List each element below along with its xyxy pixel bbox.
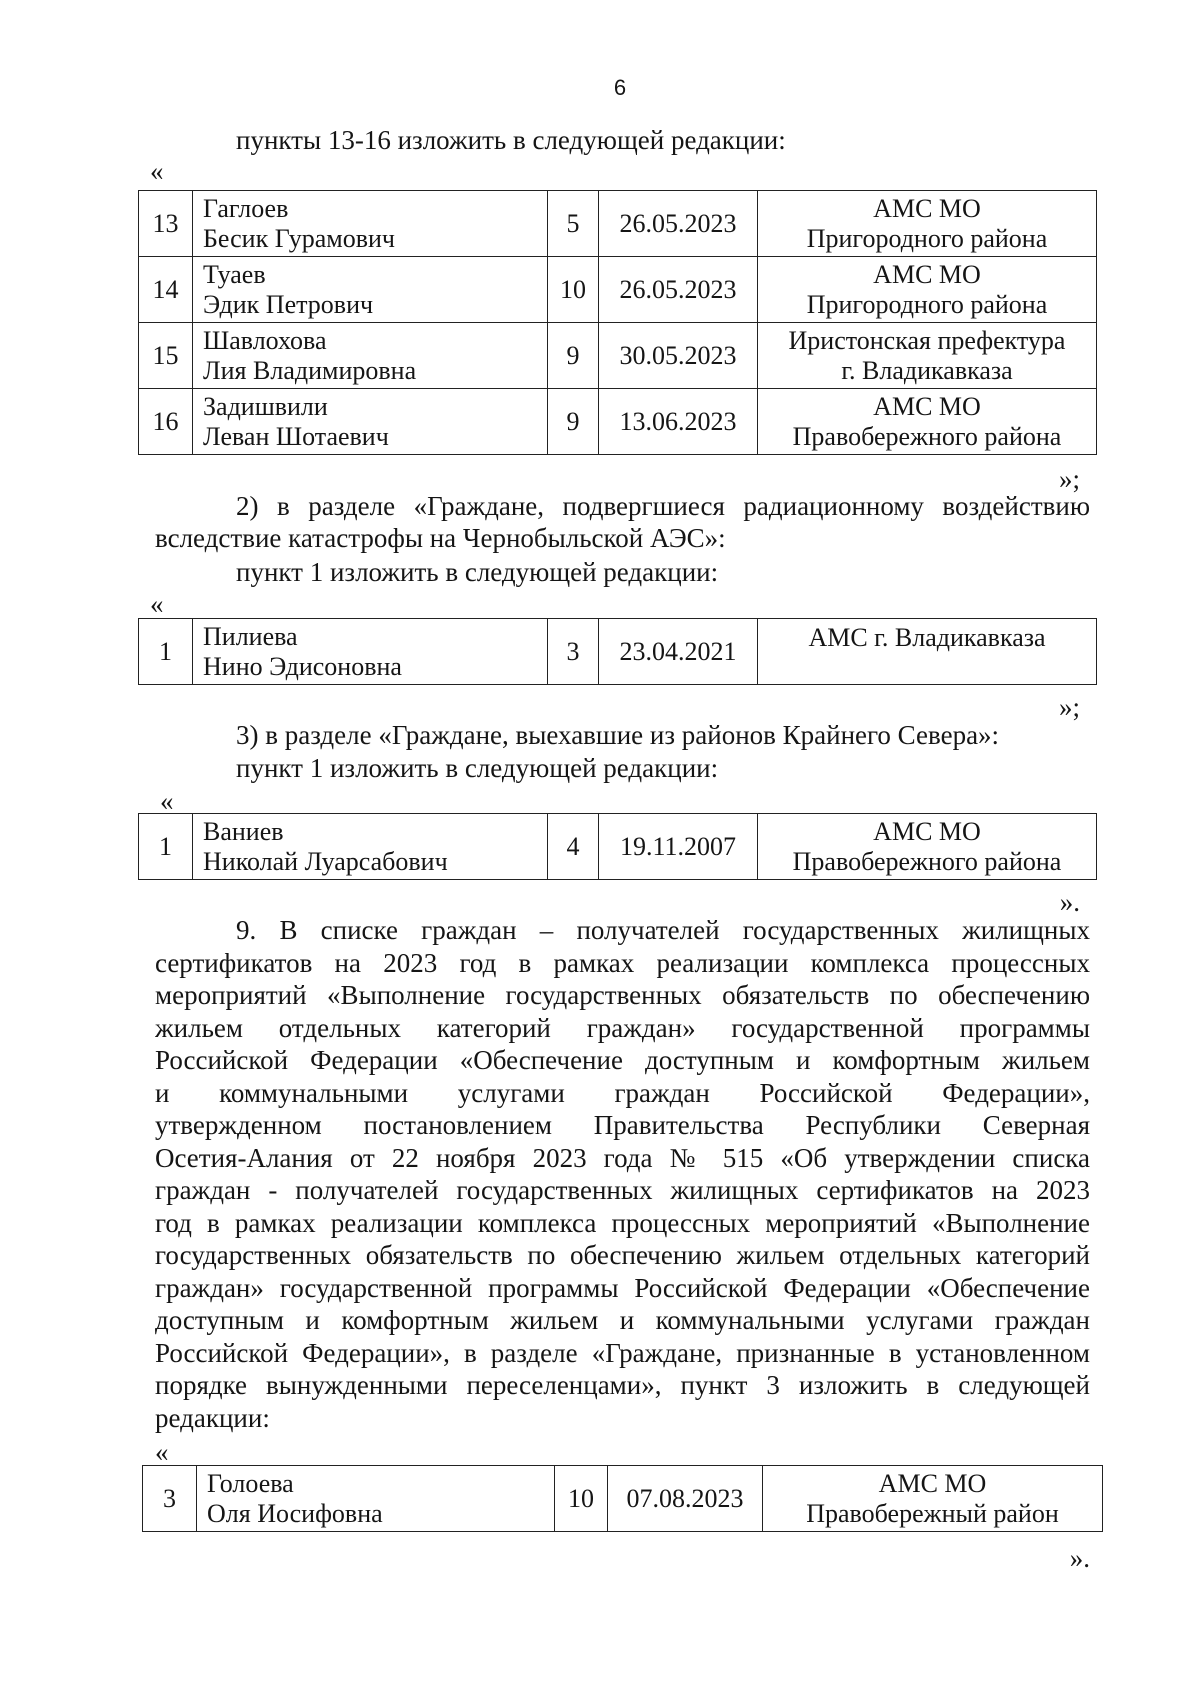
section-d-table <box>142 1465 1103 1532</box>
paragraph-line: жильем отдельных категорий граждан» государственной программы <box>155 1012 1090 1043</box>
table-row <box>139 619 1097 685</box>
section-b-table <box>138 618 1097 685</box>
surname: Голоева <box>207 1468 294 1498</box>
citizen-name <box>193 323 548 389</box>
surname: Гаглоев <box>203 193 289 223</box>
organization-line2: Правобережный район <box>806 1498 1059 1528</box>
family-count: 4 <box>548 814 599 880</box>
row-number: 1 <box>139 619 193 685</box>
organization <box>758 814 1097 880</box>
organization-line1: АМС МО <box>873 816 981 846</box>
citizen-name <box>193 257 548 323</box>
paragraph-line: Российской Федерации», в разделе «Граждане, признанные в установленном <box>155 1337 1090 1368</box>
family-count: 3 <box>548 619 599 685</box>
paragraph-line: граждан - получателей государственных жилищных сертификатов на 2023 <box>155 1175 1090 1205</box>
citizen-name <box>193 619 548 685</box>
given-names: Леван Шотаевич <box>203 421 389 451</box>
paragraph-line: 9. В списке граждан – получателей государственных жилищных <box>236 915 1090 945</box>
paragraph-line: сертификатов на 2023 год в рамках реализации комплекса процессных <box>155 947 1090 978</box>
section-c-line1: 3) в разделе «Граждане, выехавшие из районов Крайнего Севера»: <box>236 720 1000 750</box>
section-a-table <box>138 190 1097 455</box>
registration-date: 23.04.2021 <box>599 619 758 685</box>
organization <box>763 1466 1103 1532</box>
organization: АМС г. Владикавказа <box>758 619 1097 685</box>
section-d-open-quote: « <box>155 1437 169 1467</box>
family-count: 9 <box>548 323 599 389</box>
paragraph-9-last-line: редакции: <box>155 1403 270 1433</box>
table-row <box>139 389 1097 455</box>
table-row <box>139 323 1097 389</box>
registration-date: 07.08.2023 <box>608 1466 763 1532</box>
table-row <box>143 1466 1103 1532</box>
section-b-close-quote: »; <box>1058 692 1080 722</box>
surname: Шавлохова <box>203 325 327 355</box>
section-b-open-quote: « <box>150 589 164 619</box>
section-b-intro: пункт 1 изложить в следующей редакции: <box>236 557 719 587</box>
organization-line1: АМС МО <box>873 391 981 421</box>
given-names: Эдик Петрович <box>203 289 374 319</box>
family-count: 10 <box>555 1466 608 1532</box>
paragraph-line: мероприятий «Выполнение государственных обязательств по обеспечению <box>155 980 1090 1010</box>
registration-date: 26.05.2023 <box>599 191 758 257</box>
family-count: 10 <box>548 257 599 323</box>
section-c-close-quote: ». <box>1059 887 1080 917</box>
citizen-name <box>197 1466 555 1532</box>
row-number: 3 <box>143 1466 197 1532</box>
paragraph-line: государственных обязательств по обеспечению жильем отдельных категорий <box>155 1240 1090 1270</box>
paragraph-line: год в рамках реализации комплекса процессных мероприятий «Выполнение <box>155 1207 1090 1238</box>
given-names: Оля Иосифовна <box>207 1498 383 1528</box>
organization <box>758 257 1097 323</box>
section-b-line1: 2) в разделе «Граждане, подвергшиеся радиационному воздействию <box>236 491 1090 521</box>
page-number: 6 <box>613 75 627 100</box>
paragraph-line: Российской Федерации «Обеспечение доступным и комфортным жильем <box>155 1045 1090 1075</box>
paragraph-line: утвержденном постановлением Правительства Республики Северная <box>155 1110 1090 1140</box>
organization <box>758 389 1097 455</box>
row-number: 1 <box>139 814 193 880</box>
organization-line1: АМС МО <box>873 193 981 223</box>
citizen-name <box>193 814 548 880</box>
organization <box>758 191 1097 257</box>
organization-line1: Иристонская префектура <box>788 325 1066 355</box>
section-d-close-quote: ». <box>1069 1543 1090 1573</box>
organization-line2: Пригородного района <box>806 289 1048 319</box>
table-row <box>139 191 1097 257</box>
organization-line1: АМС МО <box>873 259 981 289</box>
registration-date: 26.05.2023 <box>599 257 758 323</box>
registration-date: 30.05.2023 <box>599 323 758 389</box>
organization-line2: Пригородного района <box>806 223 1048 253</box>
section-c-open-quote: « <box>160 786 174 816</box>
registration-date: 13.06.2023 <box>599 389 758 455</box>
section-a-close-quote: »; <box>1058 464 1080 494</box>
given-names: Бесик Гурамович <box>203 223 396 253</box>
row-number: 13 <box>139 191 193 257</box>
paragraph-9 <box>155 914 1090 1402</box>
table-row <box>139 814 1097 880</box>
organization-line1: АМС МО <box>878 1468 987 1498</box>
given-names: Николай Луарсабович <box>203 846 448 876</box>
citizen-name <box>193 191 548 257</box>
family-count: 9 <box>548 389 599 455</box>
organization-line2: Правобережного района <box>792 846 1062 876</box>
section-b-line2: вследствие катастрофы на Чернобыльской АЭС»: <box>155 523 726 553</box>
organization <box>758 323 1097 389</box>
paragraph-line: и коммунальными услугами граждан Российской Федерации», <box>155 1077 1090 1108</box>
section-c-table <box>138 813 1097 880</box>
table-row <box>139 257 1097 323</box>
paragraph-line: порядке вынужденными переселенцами», пункт 3 изложить в следующей <box>155 1370 1090 1400</box>
registration-date: 19.11.2007 <box>599 814 758 880</box>
paragraph-line: доступным и комфортным жильем и коммунальными услугами граждан <box>155 1305 1090 1335</box>
section-c-intro: пункт 1 изложить в следующей редакции: <box>236 753 719 783</box>
row-number: 16 <box>139 389 193 455</box>
surname: Ваниев <box>203 816 284 846</box>
paragraph-line: Осетия-Алания от 22 ноября 2023 года № 515 «Об утверждении списка <box>155 1142 1090 1173</box>
family-count: 5 <box>548 191 599 257</box>
paragraph-line: граждан» государственной программы Российской Федерации «Обеспечение <box>155 1272 1090 1303</box>
row-number: 15 <box>139 323 193 389</box>
organization-line2: г. Владикавказа <box>841 355 1013 385</box>
surname: Пилиева <box>203 621 298 651</box>
section-a-open-quote: « <box>150 156 164 186</box>
given-names: Лия Владимировна <box>203 355 417 385</box>
section-a-intro: пункты 13-16 изложить в следующей редакции: <box>236 125 786 155</box>
organization-line2: Правобережного района <box>792 421 1062 451</box>
surname: Задишвили <box>203 391 328 421</box>
given-names: Нино Эдисоновна <box>203 651 402 681</box>
citizen-name <box>193 389 548 455</box>
surname: Туаев <box>203 259 266 289</box>
row-number: 14 <box>139 257 193 323</box>
